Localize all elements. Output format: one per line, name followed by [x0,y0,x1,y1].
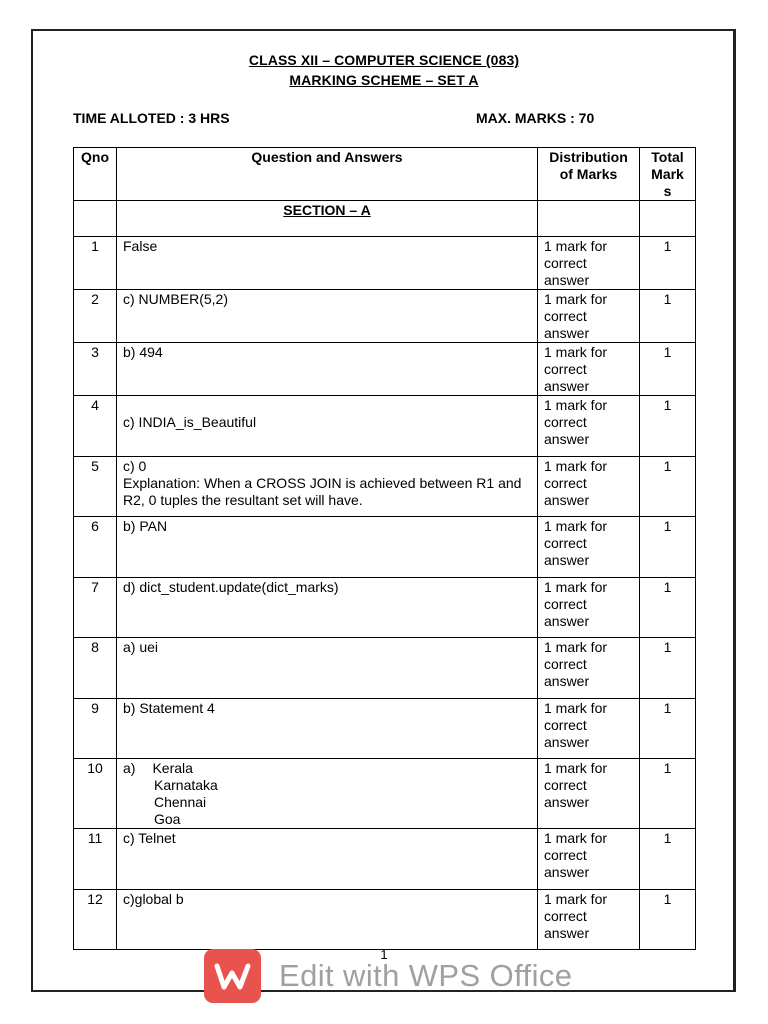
question-number: 6 [74,517,117,578]
table-row [74,890,696,950]
answer-cell [117,638,538,699]
marks-distribution: 1 mark for correct answer [538,290,640,343]
total-marks: 1 [640,759,696,829]
marks-distribution: 1 mark for correct answer [538,343,640,396]
answer-cell [117,578,538,638]
marks-distribution: 1 mark for correct answer [538,396,640,457]
section-heading: SECTION – A [283,202,371,218]
question-number: 5 [74,457,117,517]
answer-cell [117,829,538,890]
answer-text: False [123,238,158,254]
marks-distribution: 1 mark for correct answer [538,517,640,578]
question-number: 3 [74,343,117,396]
answer-cell [117,699,538,759]
document-subtitle: MARKING SCHEME – SET A [289,72,479,88]
question-number: 12 [74,890,117,950]
table-row [74,457,696,517]
table-row [74,759,696,829]
column-header-qno: Qno [74,148,117,201]
table-row [74,517,696,578]
total-marks: 1 [640,237,696,290]
marks-distribution: 1 mark for correct answer [538,759,640,829]
answer-text: Goa [154,811,181,827]
answer-text: Kerala [152,760,193,776]
answer-text: c)global b [123,891,184,907]
answer-text: Chennai [154,794,207,810]
answer-text: Explanation: When a CROSS JOIN is achieved between R1 and R2, 0 tuples the resultant set will have. [123,475,522,508]
total-marks: 1 [640,699,696,759]
marks-distribution: 1 mark for correct answer [538,237,640,290]
column-header-question: Question and Answers [117,148,538,201]
answer-text: d) dict_student.update(dict_marks) [123,579,339,595]
total-marks: 1 [640,829,696,890]
table-row [74,396,696,457]
question-number: 9 [74,699,117,759]
answer-cell [117,290,538,343]
answer-text: c) Telnet [123,830,176,846]
answer-cell [117,343,538,396]
answer-cell [117,890,538,950]
marks-distribution: 1 mark for correct answer [538,578,640,638]
column-header-distribution: Distribution of Marks [538,148,640,201]
marking-scheme-table [73,147,696,950]
answer-cell [117,457,538,517]
wps-logo-icon [204,949,261,1003]
answer-cell [117,517,538,578]
answer-text: b) Statement 4 [123,700,215,716]
column-header-total: Total Mark s [640,148,696,201]
answer-cell [117,759,538,829]
marks-distribution: 1 mark for correct answer [538,829,640,890]
table-row [74,237,696,290]
marks-distribution: 1 mark for correct answer [538,699,640,759]
total-marks: 1 [640,343,696,396]
answer-text: b) PAN [123,518,168,534]
time-allotted: TIME ALLOTED : 3 HRS [73,110,230,126]
question-number: 10 [74,759,117,829]
answer-cell [117,396,538,457]
max-marks: MAX. MARKS : 70 [476,110,595,126]
total-marks: 1 [640,890,696,950]
total-marks: 1 [640,638,696,699]
answer-text: c) NUMBER(5,2) [123,291,229,307]
marks-distribution: 1 mark for correct answer [538,638,640,699]
answer-text: b) 494 [123,344,163,360]
total-marks: 1 [640,290,696,343]
table-row [74,343,696,396]
document-title: CLASS XII – COMPUTER SCIENCE (083) [248,52,520,68]
table-row [74,638,696,699]
page-number: 1 [380,947,388,962]
total-marks: 1 [640,578,696,638]
question-number: 11 [74,829,117,890]
question-number: 7 [74,578,117,638]
table-row [74,829,696,890]
table-row [74,290,696,343]
wps-watermark [204,948,572,1004]
section-row [74,201,696,237]
marks-distribution: 1 mark for correct answer [538,457,640,517]
answer-text: Karnataka [154,777,218,793]
answer-text: c) 0 [123,458,147,474]
total-marks: 1 [640,396,696,457]
question-number: 2 [74,290,117,343]
answer-text: a) [123,760,136,776]
answer-text: c) INDIA_is_Beautiful [123,414,257,430]
wps-watermark-text: Edit with WPS Office [279,958,573,993]
total-marks: 1 [640,457,696,517]
total-marks: 1 [640,517,696,578]
table-row [74,578,696,638]
table-header-row [74,148,696,201]
answer-text: a) uei [123,639,159,655]
marks-distribution: 1 mark for correct answer [538,890,640,950]
table-row [74,699,696,759]
question-number: 4 [74,396,117,457]
answer-cell [117,237,538,290]
question-number: 8 [74,638,117,699]
question-number: 1 [74,237,117,290]
